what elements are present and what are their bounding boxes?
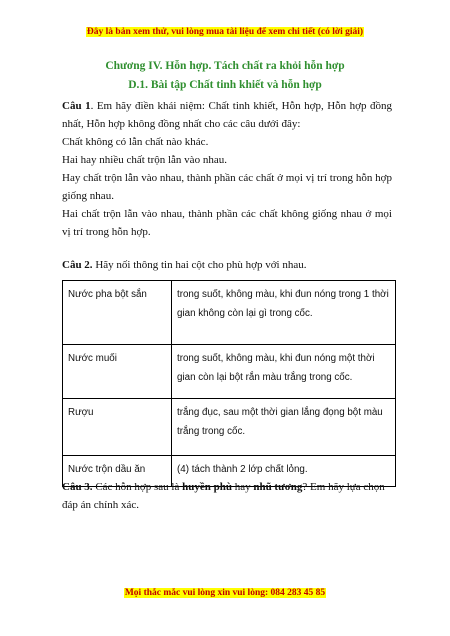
question-1-label: Câu 1: [62, 100, 91, 112]
table-row: [63, 281, 396, 345]
preview-notice-text: Đây là bản xem thử, vui lòng mua tài liệu để xem chi tiết (có lời giải): [86, 27, 364, 37]
question-3-text: ? Em hãy lựa chọn đáp án chính xác.: [62, 481, 385, 511]
question-1-item: Hai chất trộn lẫn vào nhau, thành phần các chất không giống nhau ở mọi vị trí trong hỗn hợp.: [62, 208, 392, 238]
contact-notice-banner: [0, 588, 450, 598]
preview-notice-banner: [0, 27, 450, 37]
question-3-text: Các hỗn hợp sau là: [92, 481, 183, 493]
question-1: [62, 97, 392, 241]
matching-table: [62, 280, 396, 487]
question-1-prompt: [62, 97, 392, 133]
table-cell-mixture: Rượu: [63, 399, 172, 456]
table-cell-mixture: Nước pha bột sắn: [63, 281, 172, 345]
table-row: [63, 399, 396, 456]
table-cell-description: trong suốt, không màu, khi đun nóng trong 1 thời gian không còn lại gì trong cốc.: [172, 281, 396, 345]
question-2: [62, 256, 392, 274]
question-2-prompt: Hãy nối thông tin hai cột cho phù hợp với nhau.: [92, 259, 307, 271]
section-title: D.1. Bài tập Chất tinh khiết và hỗn hợp: [128, 79, 322, 91]
table-cell-description: (4) tách thành 2 lớp chất lỏng.: [172, 456, 396, 487]
question-3-label: Câu 3.: [62, 481, 93, 493]
question-1-item: Hai hay nhiều chất trộn lẫn vào nhau.: [62, 154, 227, 166]
table-cell-mixture: Nước muối: [63, 345, 172, 399]
table-row: [63, 345, 396, 399]
question-1-item: Hay chất trộn lẫn vào nhau, thành phần các chất ở mọi vị trí trong hỗn hợp giống nhau.: [62, 172, 392, 202]
question-3-term-suspension: huyền phù: [182, 481, 232, 493]
chapter-title: Chương IV. Hỗn hợp. Tách chất ra khỏi hỗn hợp: [105, 60, 345, 72]
contact-notice-text: Mọi thắc mắc vui lòng xin vui lòng: 084 283 45 85: [124, 588, 326, 598]
question-3-text: hay: [231, 481, 254, 493]
table-cell-description: trắng đục, sau một thời gian lắng đọng bột màu trắng trong cốc.: [172, 399, 396, 456]
question-1-item: Chất không có lẫn chất nào khác.: [62, 136, 209, 148]
table-cell-description: trong suốt, không màu, khi đun nóng một thời gian còn lại bột rắn màu trắng trong cốc.: [172, 345, 396, 399]
question-1-prompt-text: . Em hãy điền khái niệm: Chất tinh khiết, Hỗn hợp, Hỗn hợp đồng nhất, Hỗn hợp không đồng nhất cho các câu dưới đây:: [62, 100, 392, 130]
table-cell-mixture: Nước trộn dầu ăn: [63, 456, 172, 487]
question-2-label: Câu 2.: [62, 259, 93, 271]
question-3-term-emulsion: nhũ tương: [253, 481, 303, 493]
question-3: [62, 478, 392, 514]
